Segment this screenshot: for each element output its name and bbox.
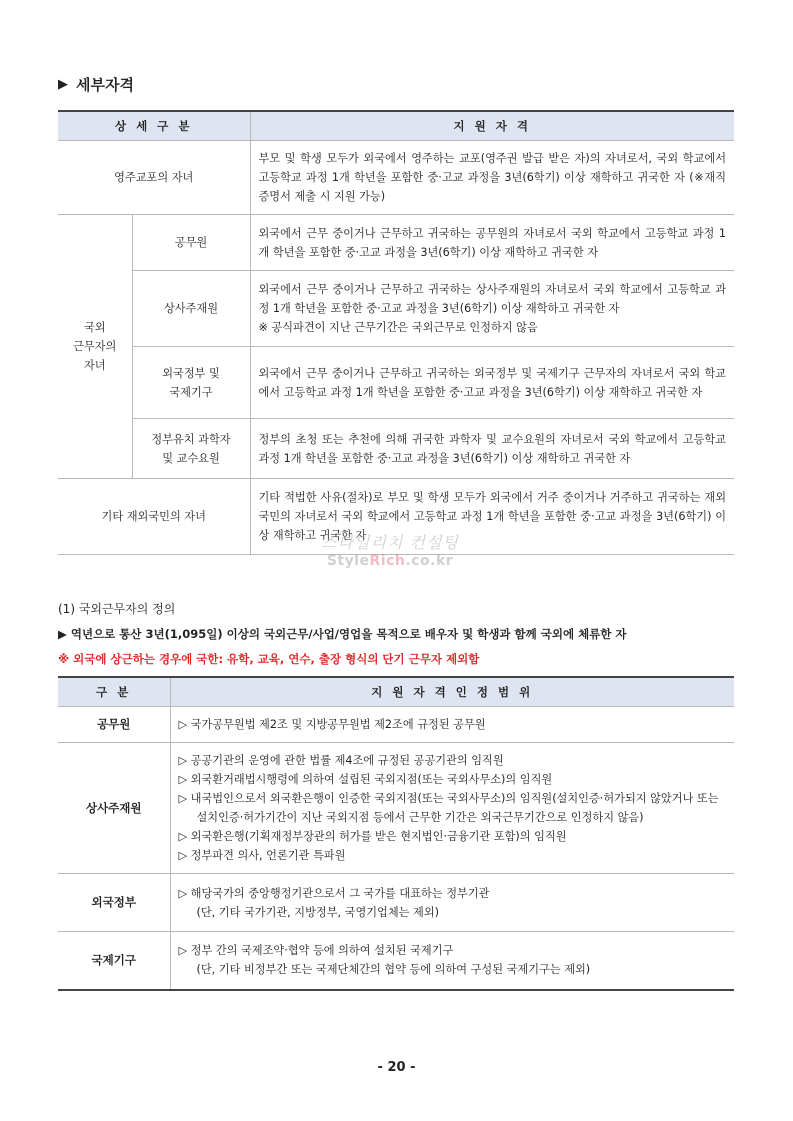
watermark-brand-c: .co.kr — [405, 553, 454, 569]
sub-category — [132, 347, 250, 419]
row-description: 정부의 초청 또는 추천에 의해 귀국한 과학자 및 교수요원의 자녀로서 국외 학교에서 고등학교 과정 1개 학년을 포함한 중·고교 과정을 3년(6학기) 이상 재학하고 귀국한 자 — [250, 419, 734, 479]
group-category-line: 국외 — [83, 321, 106, 334]
table-row — [58, 743, 734, 874]
description-line: (단, 기타 국가기관, 지방정부, 국영기업체는 제외) — [196, 905, 440, 919]
sub-category-line: 국제기구 — [169, 385, 213, 399]
row-category: 기타 재외국민의 자녀 — [58, 479, 250, 555]
row-category: 공무원 — [58, 707, 170, 743]
definition-heading: (1) 국외근무자의 정의 — [58, 602, 176, 616]
description-note: ※ 공식파견이 지난 근무기간은 국외근무로 인정하지 않음 — [258, 321, 538, 334]
table-row — [58, 874, 734, 932]
table-row — [58, 141, 734, 215]
section-title — [58, 74, 134, 95]
recognition-table — [58, 676, 734, 991]
watermark-line: 스타일리치 컨설팅 — [321, 533, 459, 552]
header-category: 구 분 — [58, 677, 170, 707]
table-row — [58, 215, 734, 271]
header-category: 상 세 구 분 — [58, 111, 250, 141]
sub-category-line: 정부유치 과학자 — [151, 432, 231, 446]
row-description: 부모 및 학생 모두가 외국에서 영주하는 교포(영주권 발급 받은 자)의 자녀로서, 국외 학교에서 고등학교 과정 1개 학년을 포함한 중·고교 과정을 3년(6학기) 이상 재학하고 귀국한 자 (※재직증명서 제출 시 지원 가능) — [250, 141, 734, 215]
table-row — [58, 419, 734, 479]
row-category: 외국정부 — [58, 874, 170, 932]
definition-bullet: ▶ 역년으로 통산 3년(1,095일) 이상의 국외근무/사업/영업을 목적으로 배우자 및 학생과 함께 국외에 체류한 자 — [58, 627, 627, 641]
description-line: ▷ 공공기관의 운영에 관한 법률 제4조에 규정된 공공기관의 임직원 — [178, 754, 504, 767]
description-line: ▷ 정부 간의 국제조약·협약 등에 의하여 설치된 국제기구 — [178, 944, 454, 958]
description-line: 외국에서 근무 중이거나 근무하고 귀국하는 상사주재원의 자녀로서 국외 학교에서 고등학교 과정 1개 학년을 포함한 중·고교 과정을 3년(6학기) 이상 재학하고 귀국한 자 — [258, 283, 726, 315]
sub-category: 상사주재원 — [132, 271, 250, 347]
watermark-brand — [305, 553, 475, 569]
row-description: 기타 적법한 사유(절차)로 부모 및 학생 모두가 외국에서 거주 중이거나 거주하고 귀국하는 재외국민의 자녀로서 국외 학교에서 고등학교 과정 1개 학년을 포함한 중·고교 과정을 3년(6학기) 이상 재학하고 귀국한 자 — [250, 479, 734, 555]
sub-category-line: 및 교수요원 — [162, 451, 220, 465]
row-description — [170, 874, 734, 932]
triangle-bullet-icon: ▶ — [58, 77, 68, 92]
row-description — [170, 743, 734, 874]
section-title-text: 세부자격 — [76, 76, 134, 94]
group-category — [58, 215, 132, 479]
sub-category: 공무원 — [132, 215, 250, 271]
table-row — [58, 932, 734, 990]
description-line: ▷ 내국법인으로서 외국환은행이 인증한 국외지점(또는 국외사무소)의 임직원(설치인증·허가되지 않았거나 또는 설치인증·허가기간이 지난 국외지점 등에서 근무한 기간은 외국근무기간으로 인정하지 않음) — [178, 792, 719, 824]
sub-category — [132, 419, 250, 479]
header-qualification: 지 원 자 격 — [250, 111, 734, 141]
row-description — [250, 271, 734, 347]
row-description — [170, 707, 734, 743]
watermark-brand-a: Style — [326, 553, 370, 569]
table-row — [58, 479, 734, 555]
description-line: ▷ 국가공무원법 제2조 및 지방공무원법 제2조에 규정된 공무원 — [178, 718, 486, 731]
page-number: - 20 - — [377, 1060, 416, 1075]
sub-category-line: 외국정부 및 — [162, 366, 220, 380]
row-category: 국제기구 — [58, 932, 170, 990]
row-description — [170, 932, 734, 990]
table-header-row — [58, 111, 734, 141]
row-category: 상사주재원 — [58, 743, 170, 874]
table-row — [58, 707, 734, 743]
group-category-line: 근무자의 — [73, 340, 117, 353]
row-description: 외국에서 근무 중이거나 근무하고 귀국하는 공무원의 자녀로서 국외 학교에서 고등학교 과정 1개 학년을 포함한 중·고교 과정을 3년(6학기) 이상 재학하고 귀국한 자 — [250, 215, 734, 271]
table-header-row — [58, 677, 734, 707]
description-line: ▷ 외국환은행(기획재정부장관의 허가를 받은 현지법인·금융기관 포함)의 임직원 — [178, 830, 567, 843]
watermark-brand-b: Rich — [369, 553, 406, 569]
group-category-line: 자녀 — [83, 359, 106, 372]
description-line: ▷ 정부파견 의사, 언론기관 특파원 — [178, 849, 346, 862]
description-line: ▷ 해당국가의 중앙행정기관으로서 그 국가를 대표하는 정부기관 — [178, 886, 490, 900]
qualification-table — [58, 110, 734, 555]
description-line: ▷ 외국환거래법시행령에 의하여 설립된 국외지점(또는 국외사무소)의 임직원 — [178, 773, 553, 786]
definition-note: ※ 외국에 상근하는 경우에 국한: 유학, 교육, 연수, 출장 형식의 단기 근무자 제외함 — [58, 652, 480, 666]
row-description: 외국에서 근무 중이거나 근무하고 귀국하는 외국정부 및 국제기구 근무자의 자녀로서 국외 학교에서 고등학교 과정 1개 학년을 포함한 중·고교 과정을 3년(6학기) 이상 재학하고 귀국한 자 — [250, 347, 734, 419]
table-row — [58, 271, 734, 347]
table-row — [58, 347, 734, 419]
header-scope: 지 원 자 격 인 정 범 위 — [170, 677, 734, 707]
row-category: 영주교포의 자녀 — [58, 141, 250, 215]
description-line: (단, 기타 비정부간 또는 국제단체간의 협약 등에 의하여 구성된 국제기구는 제외) — [196, 963, 591, 977]
